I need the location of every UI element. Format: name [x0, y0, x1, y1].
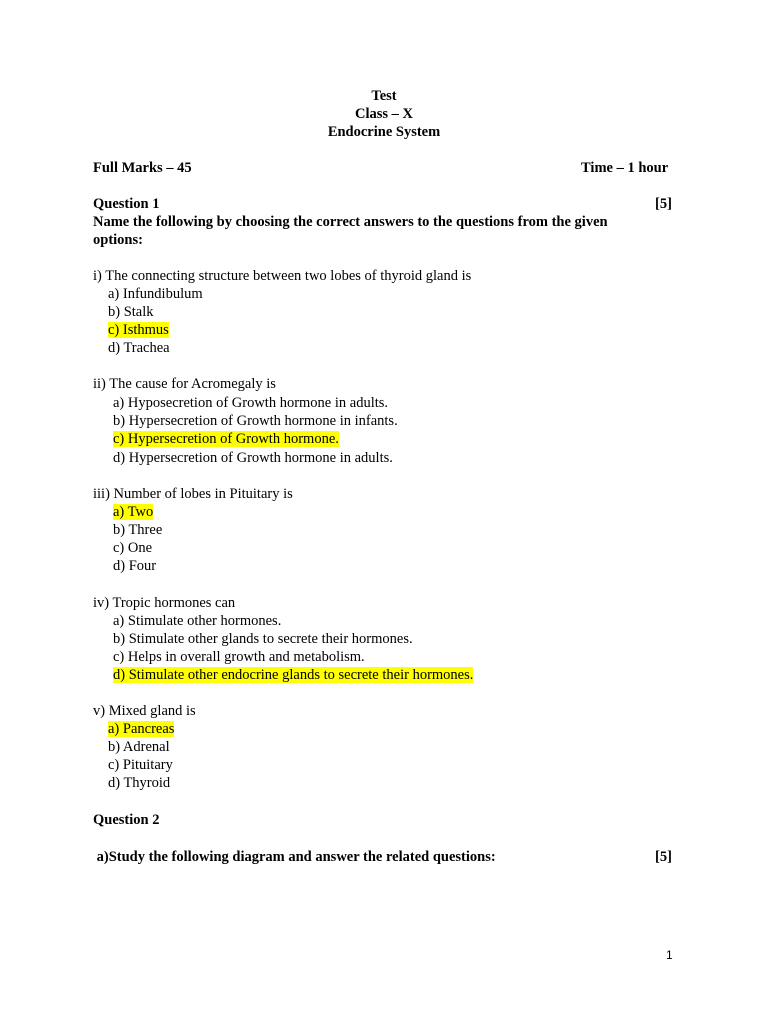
option-1-i-c-highlighted: c) Isthmus	[108, 322, 169, 338]
question-1-instruction-cont: options:	[93, 232, 143, 248]
option-1-v-a-highlighted: a) Pancreas	[108, 721, 175, 737]
option-1-ii-a: a) Hyposecretion of Growth hormone in adults.	[113, 395, 389, 411]
option-1-ii-c-highlighted: c) Hypersecretion of Growth hormone.	[113, 431, 339, 447]
option-1-iv-c: c) Helps in overall growth and metabolism.	[113, 649, 365, 665]
subject-title: Endocrine System	[327, 124, 441, 140]
test-title: Test	[371, 88, 397, 104]
question-2-label: Question 2	[93, 812, 160, 828]
question-1-ii: ii) The cause for Acromegaly is	[93, 376, 276, 392]
page-number: 1	[666, 948, 673, 962]
option-1-i-d: d) Trachea	[108, 340, 170, 356]
class-label: Class – X	[354, 106, 413, 122]
option-1-iv-a: a) Stimulate other hormones.	[113, 613, 282, 629]
option-1-ii-b: b) Hypersecretion of Growth hormone in infants.	[113, 413, 398, 429]
option-1-iv-b: b) Stimulate other glands to secrete their hormones.	[113, 631, 413, 647]
question-1-instruction: Name the following by choosing the correct answers to the questions from the given	[93, 214, 608, 230]
question-1-iii: iii) Number of lobes in Pituitary is	[93, 486, 293, 502]
option-1-v-d: d) Thyroid	[108, 775, 171, 791]
time-limit: Time – 1 hour	[581, 160, 669, 176]
option-1-iii-c: c) One	[113, 540, 153, 556]
question-2-marks: [5]	[655, 849, 672, 865]
option-1-v-c: c) Pituitary	[108, 757, 173, 773]
question-1-i: i) The connecting structure between two lobes of thyroid gland is	[93, 268, 472, 284]
option-1-v-b: b) Adrenal	[108, 739, 170, 755]
question-2-part-a: a)Study the following diagram and answer the related questions:	[93, 849, 496, 865]
option-1-iii-d: d) Four	[113, 558, 157, 574]
option-1-iii-b: b) Three	[113, 522, 163, 538]
option-1-iv-d-highlighted: d) Stimulate other endocrine glands to secrete their hormones.	[113, 667, 474, 683]
question-1-v: v) Mixed gland is	[93, 703, 196, 719]
question-1-iv: iv) Tropic hormones can	[93, 595, 236, 611]
option-1-ii-d: d) Hypersecretion of Growth hormone in adults.	[113, 450, 393, 466]
option-1-i-b: b) Stalk	[108, 304, 154, 320]
option-1-i-a: a) Infundibulum	[108, 286, 203, 302]
option-1-iii-a-highlighted: a) Two	[113, 504, 154, 520]
full-marks: Full Marks – 45	[93, 160, 192, 176]
question-1-marks: [5]	[655, 196, 672, 212]
question-1-label: Question 1	[93, 196, 160, 212]
